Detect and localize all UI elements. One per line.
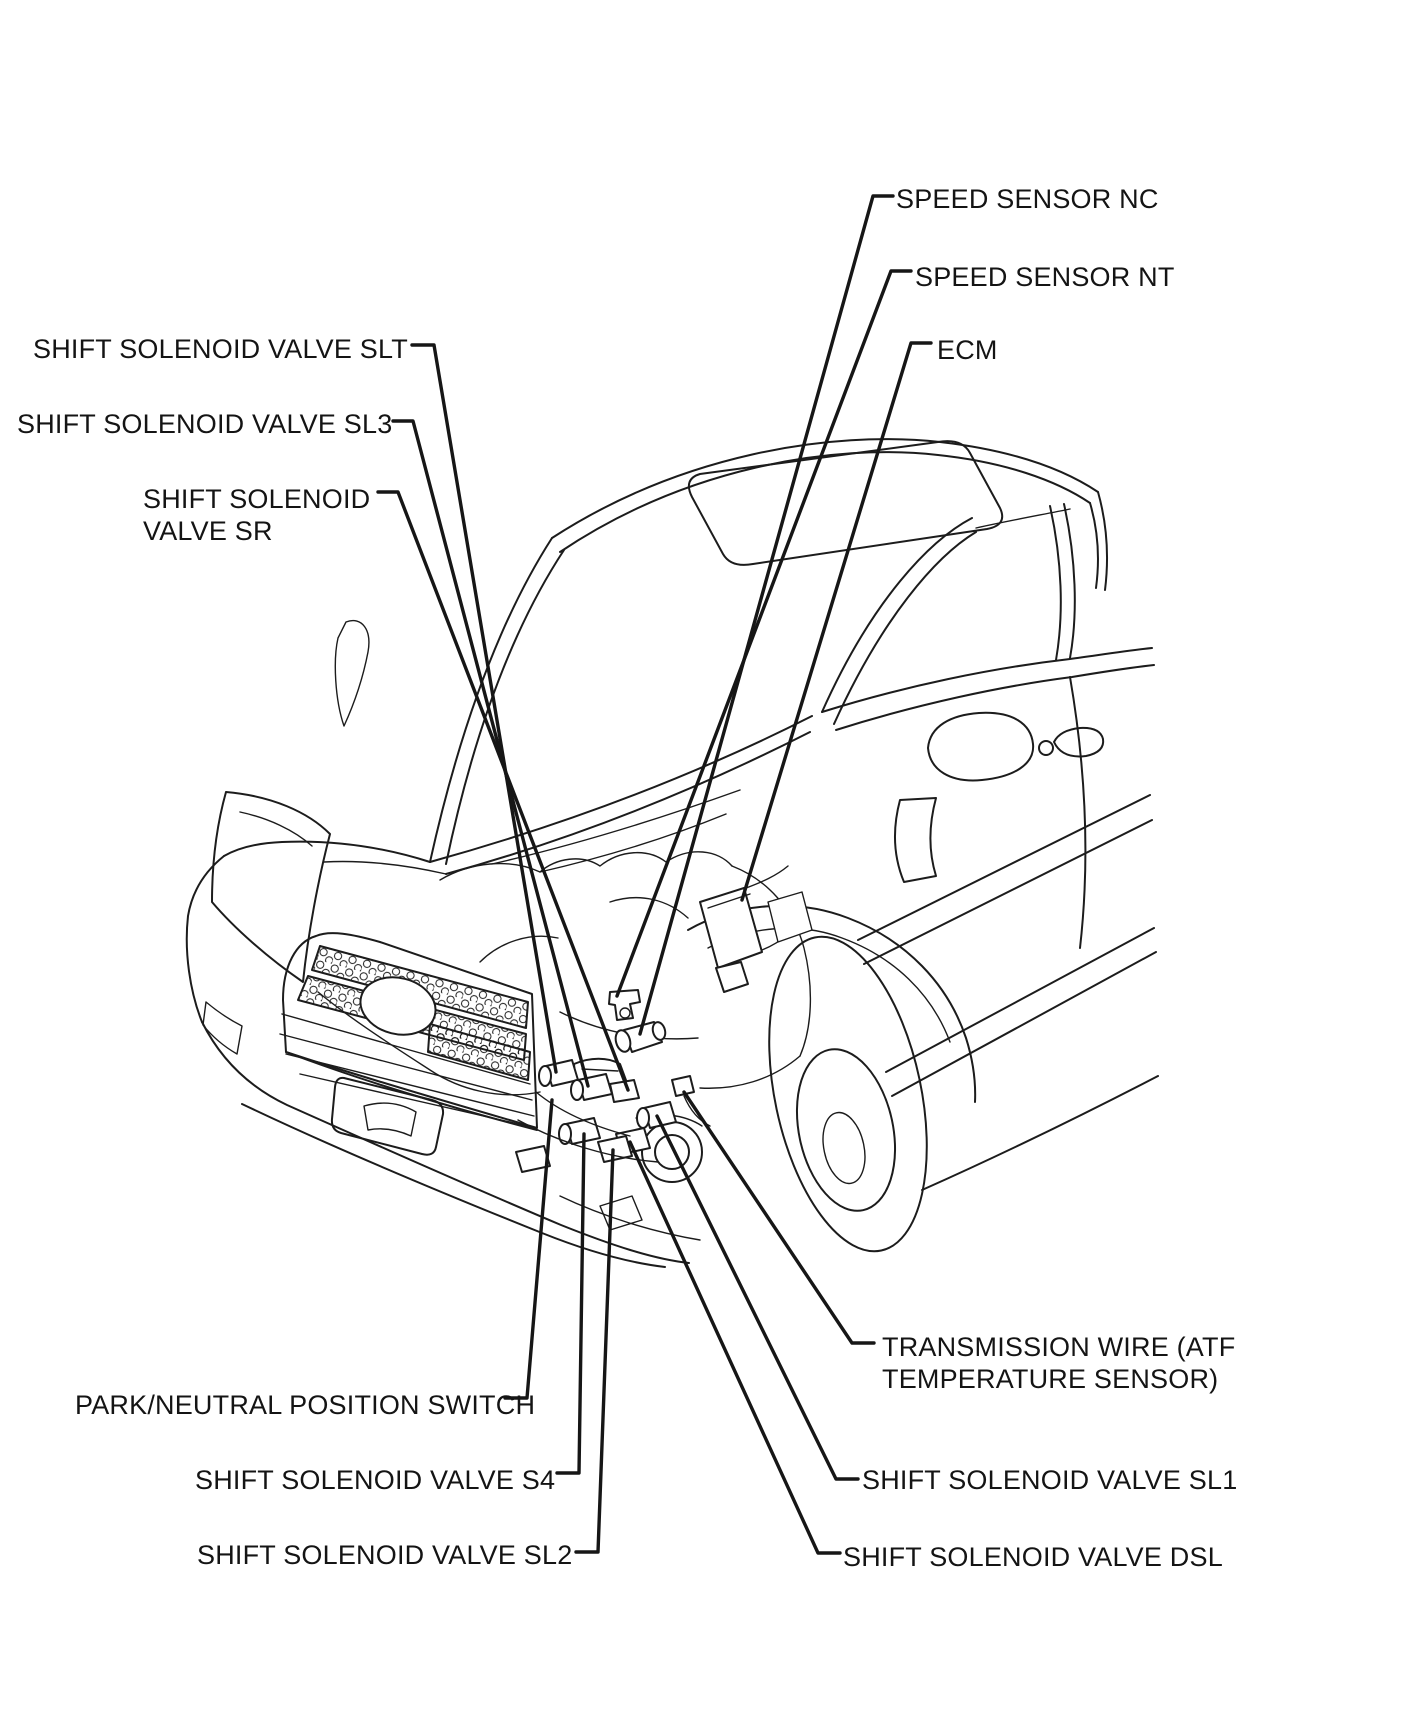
label-speed-sensor-nt-line: SPEED SENSOR NT [915, 262, 1175, 292]
label-ecm [937, 334, 998, 366]
leader-shift-solenoid-valve-slt [412, 345, 556, 1072]
leader-ecm [742, 343, 931, 900]
speed-sensor-nt-part [609, 990, 640, 1020]
label-shift-solenoid-valve-dsl-line: SHIFT SOLENOID VALVE DSL [843, 1542, 1223, 1572]
label-shift-solenoid-valve-sr [143, 483, 370, 547]
label-shift-solenoid-valve-s4-line: SHIFT SOLENOID VALVE S4 [195, 1465, 556, 1495]
label-shift-solenoid-valve-slt [33, 333, 408, 365]
solenoid-valves [516, 1060, 676, 1172]
leader-shift-solenoid-valve-dsl [630, 1142, 840, 1553]
label-shift-solenoid-valve-dsl [843, 1541, 1223, 1573]
label-shift-solenoid-valve-slt-line: SHIFT SOLENOID VALVE SLT [33, 334, 408, 364]
label-shift-solenoid-valve-sl3-line: SHIFT SOLENOID VALVE SL3 [17, 409, 393, 439]
label-shift-solenoid-valve-sl3 [17, 408, 392, 440]
leader-park-neutral-position-switch [505, 1100, 552, 1398]
label-shift-solenoid-valve-sl1-line: SHIFT SOLENOID VALVE SL1 [862, 1465, 1238, 1495]
label-speed-sensor-nt [915, 261, 1175, 293]
speed-sensor-nc-part [613, 1021, 667, 1054]
wheel-rim [783, 1040, 909, 1220]
roof [552, 439, 1107, 590]
grille [280, 933, 537, 1128]
label-park-neutral-position-switch-line: PARK/NEUTRAL POSITION SWITCH [75, 1390, 536, 1420]
label-speed-sensor-nc [896, 183, 1159, 215]
label-transmission-wire-atf [882, 1331, 1235, 1395]
fog-lamp [642, 1122, 702, 1182]
leader-speed-sensor-nt [617, 271, 911, 996]
door-keyhole [1039, 741, 1053, 755]
far-side-mirror [335, 621, 369, 726]
label-shift-solenoid-valve-s4 [195, 1464, 555, 1496]
side-mirror [928, 713, 1033, 781]
label-speed-sensor-nc-line: SPEED SENSOR NC [896, 184, 1159, 214]
label-shift-solenoid-valve-sr-line: SHIFT SOLENOID [143, 484, 371, 514]
leader-speed-sensor-nc [640, 196, 893, 1034]
windshield [335, 538, 812, 874]
label-park-neutral-position-switch [75, 1389, 535, 1421]
label-ecm-line: ECM [937, 335, 998, 365]
ecm-unit [700, 866, 812, 992]
label-shift-solenoid-valve-sr-line: VALVE SR [143, 516, 273, 546]
headlight [212, 792, 330, 982]
label-transmission-wire-atf-line: TEMPERATURE SENSOR) [882, 1364, 1219, 1394]
side-marker-lamp [203, 1002, 242, 1054]
label-shift-solenoid-valve-sl1 [862, 1464, 1237, 1496]
label-shift-solenoid-valve-sl2 [197, 1539, 572, 1571]
leader-transmission-wire-atf [684, 1092, 874, 1343]
label-transmission-wire-atf-line: TRANSMISSION WIRE (ATF [882, 1332, 1236, 1362]
leader-lines [378, 196, 931, 1553]
front-door [822, 504, 1158, 1190]
leader-shift-solenoid-valve-s4 [557, 1134, 584, 1473]
tire [743, 922, 952, 1265]
label-shift-solenoid-valve-sl2-line: SHIFT SOLENOID VALVE SL2 [197, 1540, 573, 1570]
